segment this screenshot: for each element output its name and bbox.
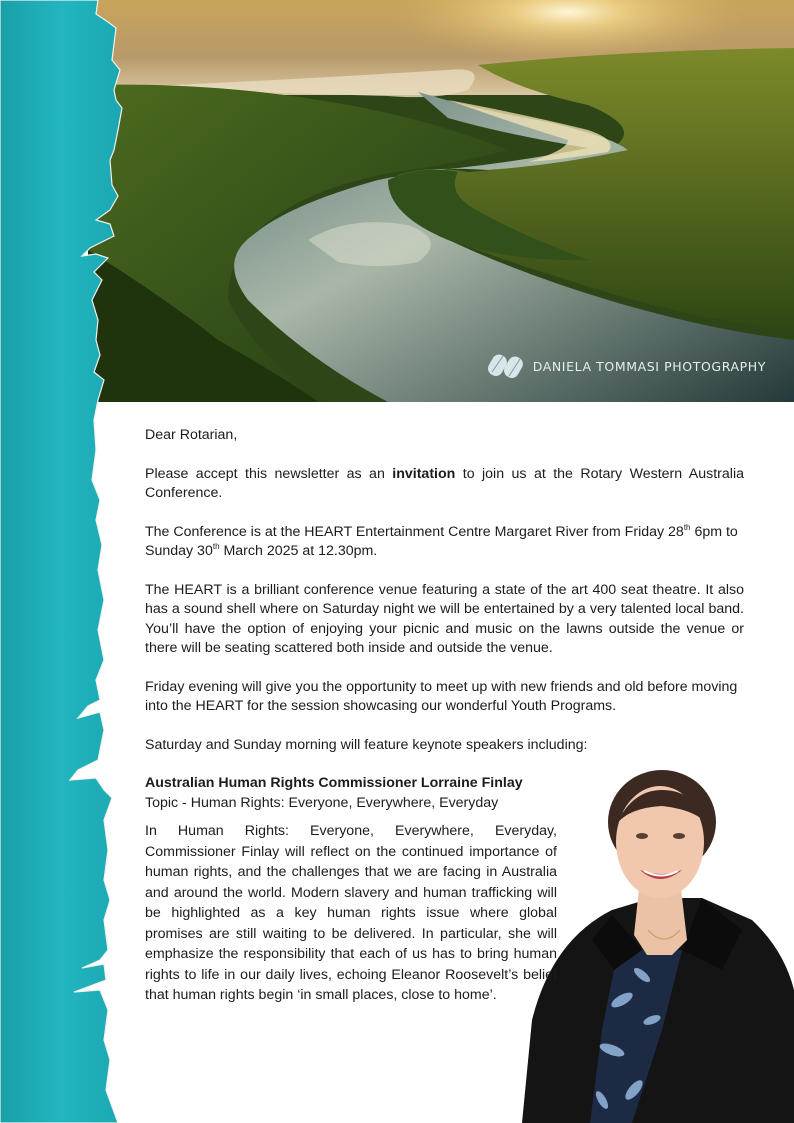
- invitation-paragraph: [145, 465, 744, 504]
- dates-text-1: The Conference is at the HEART Entertainment Centre Margaret River from Friday 28: [145, 523, 684, 540]
- invitation-bold: invitation: [392, 465, 456, 482]
- keynote-intro-paragraph: Saturday and Sunday morning will feature keynote speakers including:: [145, 736, 588, 753]
- photographer-logo-icon: [487, 352, 527, 380]
- dates-sup-1: th: [683, 522, 691, 532]
- letter-body: [145, 426, 744, 1006]
- invitation-text-end: to join us at the Rotary Western Australia Conference.: [145, 465, 744, 501]
- venue-paragraph: The HEART is a brilliant conference venue featuring a state of the art 400 seat theatre. It also has a sound shell where on Saturday night we will be entertained by a very talented local band. You’ll have the option of enjoying your picnic and music on the lawns outside the venue or there will be seating scattered both inside and outside the venue.: [145, 581, 744, 656]
- landscape-photo: [88, 0, 794, 402]
- dates-text-3: March 2025 at 12.30pm.: [219, 543, 378, 559]
- dates-text-2: 6pm to Sunday 30: [145, 523, 738, 559]
- photo-credit-text: DANIELA TOMMASI PHOTOGRAPHY: [532, 358, 766, 374]
- invitation-text-start: Please accept this newsletter as an: [145, 465, 393, 482]
- speaker-topic: Topic - Human Rights: Everyone, Everywhere, Everyday: [145, 794, 499, 811]
- speaker-bio: In Human Rights: Everyone, Everywhere, Everyday, Commissioner Finlay will reflect on the continued importance of human rights, and the challenges that we are facing in Australia and around the world. Modern slavery and human trafficking will be highlighted as a key human rights issue where global promises are still waiting to be delivered. In particular, she will emphasize the responsibility that each of us has to bring human rights to life in our daily lives, echoing Eleanor Roosevelt’s belief that human rights begin ‘in small places, close to home’.: [145, 823, 557, 1003]
- river-landscape-image: [88, 0, 794, 402]
- greeting: Dear Rotarian,: [145, 427, 238, 443]
- friday-paragraph: Friday evening will give you the opportunity to meet up with new friends and old before moving into the HEART for the session showcasing our wonderful Youth Programs.: [145, 678, 738, 714]
- conference-dates-paragraph: [145, 523, 744, 562]
- photo-credit: [487, 352, 766, 380]
- speaker-name: Australian Human Rights Commissioner Lorraine Finlay: [145, 775, 523, 791]
- dates-sup-2: th: [212, 542, 220, 551]
- teal-brush-stroke: [0, 0, 140, 1123]
